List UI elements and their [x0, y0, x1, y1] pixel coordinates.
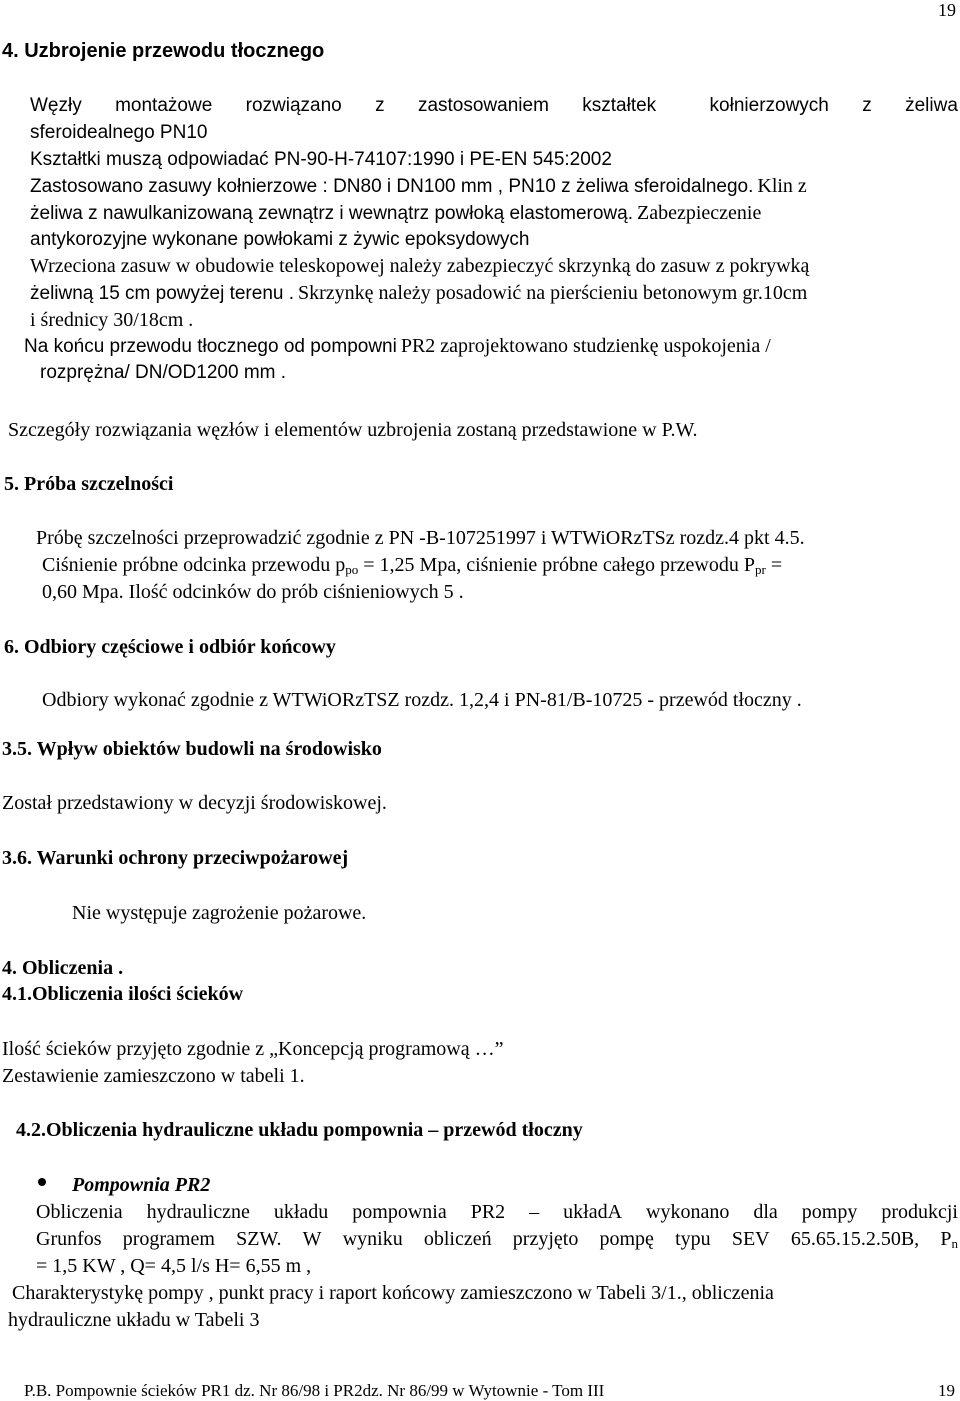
p1-line-2: sferoidealnego PN10 [30, 122, 208, 143]
p-4-2-line-1 [36, 1202, 958, 1222]
word: układu [273, 1201, 329, 1223]
text-run: Klin z [757, 175, 807, 197]
p-odbiory: Odbiory wykonać zgodnie z WTWiORzTSZ rozdz. 1,2,4 i PN-81/B-10725 - przewód tłoczny . [42, 689, 802, 711]
heading-3-5: 3.5. Wpływ obiektów budowli na środowisko [2, 738, 382, 760]
word: kołnierzowych [709, 95, 829, 116]
footer-text: P.B. Pompownie ścieków PR1 dz. Nr 86/98 i PR2dz. Nr 86/99 w Wytownie - Tom III [24, 1381, 605, 1400]
word: obliczeń [423, 1228, 492, 1250]
word: z [862, 95, 872, 116]
p-4-2-line-4: Charakterystykę pompy , punkt pracy i raport końcowy zamieszczono w Tabeli 3/1., obliczenia [12, 1282, 774, 1304]
word: układA [563, 1201, 623, 1223]
word: PR2 [470, 1201, 506, 1223]
word: przyjęto [512, 1228, 579, 1250]
text-run: żeliwa z nawulkanizowaną zewnątrz i wewnątrz powłoką elastomerową. [30, 203, 633, 224]
subscript: po [345, 562, 359, 577]
word: montażowe [115, 95, 213, 116]
p1-line-1 [30, 96, 958, 115]
word: Węzły [30, 95, 82, 116]
p1-line-10 [24, 336, 771, 356]
word: żeliwa [905, 95, 958, 116]
word: z [375, 95, 385, 116]
text-run: żeliwną 15 cm powyżej terenu . [30, 283, 295, 304]
word: SEV [731, 1228, 770, 1250]
text-run: Skrzynkę należy posadowić na pierścieniu betonowym gr.10cm [298, 282, 808, 304]
word: Obliczenia [36, 1201, 123, 1223]
bullet-dot-icon [38, 1178, 46, 1186]
p-proba-line-1: Próbę szczelności przeprowadzić zgodnie z PN -B-107251997 i WTWiORzTSz rozdz.4 pkt 4.5. [36, 527, 805, 549]
word: wyniku [342, 1228, 403, 1250]
p-4-2-line-3: = 1,5 KW , Q= 4,5 l/s H= 6,55 m , [36, 1255, 312, 1277]
text-run: Ciśnienie próbne odcinka przewodu p [42, 554, 346, 576]
p-4-2-line-5: hydrauliczne układu w Tabeli 3 [8, 1309, 260, 1331]
heading-obliczenia: 4. Obliczenia . [2, 957, 124, 979]
word: produkcji [881, 1201, 958, 1223]
page-number-top: 19 [938, 0, 956, 20]
p-3-6: Nie występuje zagrożenie pożarowe. [72, 902, 367, 924]
p1-line-9: i średnicy 30/18cm . [30, 309, 194, 331]
word: dla [753, 1201, 778, 1223]
p1-line-5 [30, 203, 761, 223]
text-run: P [940, 1228, 952, 1250]
word: rozwiązano [245, 95, 342, 116]
word: – [529, 1201, 540, 1223]
word: W [302, 1228, 322, 1250]
p-4-2-line-2 [36, 1229, 958, 1249]
p1-line-7: Wrzeciona zasuw w obudowie teleskopowej należy zabezpieczyć skrzynką do zasuw z pokrywką [30, 255, 810, 277]
heading-uzbrojenie: 4. Uzbrojenie przewodu tłocznego [2, 40, 325, 62]
p-szczegoly: Szczegóły rozwiązania węzłów i elementów uzbrojenia zostaną przedstawione w P.W. [8, 419, 698, 441]
p-proba-line-2 [42, 555, 782, 575]
subscript: pr [755, 562, 766, 577]
p-proba-line-3: 0,60 Mpa. Ilość odcinków do prób ciśnieniowych 5 . [42, 581, 464, 603]
word: pompownia [352, 1201, 447, 1223]
heading-proba: 5. Próba szczelności [4, 473, 174, 495]
p1-line-3: Kształtki muszą odpowiadać PN-90-H-74107:1990 i PE-EN 545:2002 [30, 149, 612, 170]
text-run: = [765, 554, 783, 576]
word: kształtek [582, 95, 657, 116]
word: Grunfos [36, 1228, 102, 1250]
text-run: Zastosowano zasuwy kołnierzowe : DN80 i DN100 mm , PN10 z żeliwa sferoidalnego. [30, 176, 754, 197]
word: zastosowaniem [417, 95, 549, 116]
word: typu [675, 1228, 711, 1250]
text-run: Zabezpieczenie [637, 202, 762, 224]
heading-4-1: 4.1.Obliczenia ilości ścieków [2, 983, 244, 1005]
word: hydrauliczne [146, 1201, 250, 1223]
footer-page-number: 19 [938, 1381, 955, 1400]
word: pompy [801, 1201, 858, 1223]
word: programem [122, 1228, 215, 1250]
word: pompę [599, 1228, 654, 1250]
text-run: = 1,25 Mpa, ciśnienie próbne całego przewodu P [358, 554, 755, 576]
p1-line-6: antykorozyjne wykonane powłokami z żywic epoksydowych [30, 229, 530, 250]
text-run: Na końcu przewodu tłocznego od pompowni [24, 336, 397, 357]
heading-4-2: 4.2.Obliczenia hydrauliczne układu pompownia – przewód tłoczny [16, 1119, 583, 1141]
p1-line-4 [30, 176, 807, 196]
heading-3-6: 3.6. Warunki ochrony przeciwpożarowej [2, 847, 349, 869]
p1-line-11: rozprężna/ DN/OD1200 mm . [40, 362, 287, 383]
p-4-1-line-1: Ilość ścieków przyjęto zgodnie z „Koncepcją programową …” [2, 1038, 504, 1060]
word: SZW. [236, 1228, 282, 1250]
p-3-5: Został przedstawiony w decyzji środowiskowej. [2, 792, 387, 814]
word: 65.65.15.2.50B, [790, 1228, 920, 1250]
text-run: PR2 zaprojektowano studzienkę uspokojenia / [400, 335, 771, 357]
word: wykonano [646, 1201, 730, 1223]
subscript: n [951, 1236, 958, 1251]
heading-odbiory: 6. Odbiory częściowe i odbiór końcowy [4, 636, 336, 658]
p-4-1-line-2: Zestawienie zamieszczono w tabeli 1. [2, 1065, 305, 1087]
p1-line-8 [30, 283, 807, 303]
bullet-title: Pompownia PR2 [72, 1174, 211, 1196]
word [940, 1229, 958, 1249]
